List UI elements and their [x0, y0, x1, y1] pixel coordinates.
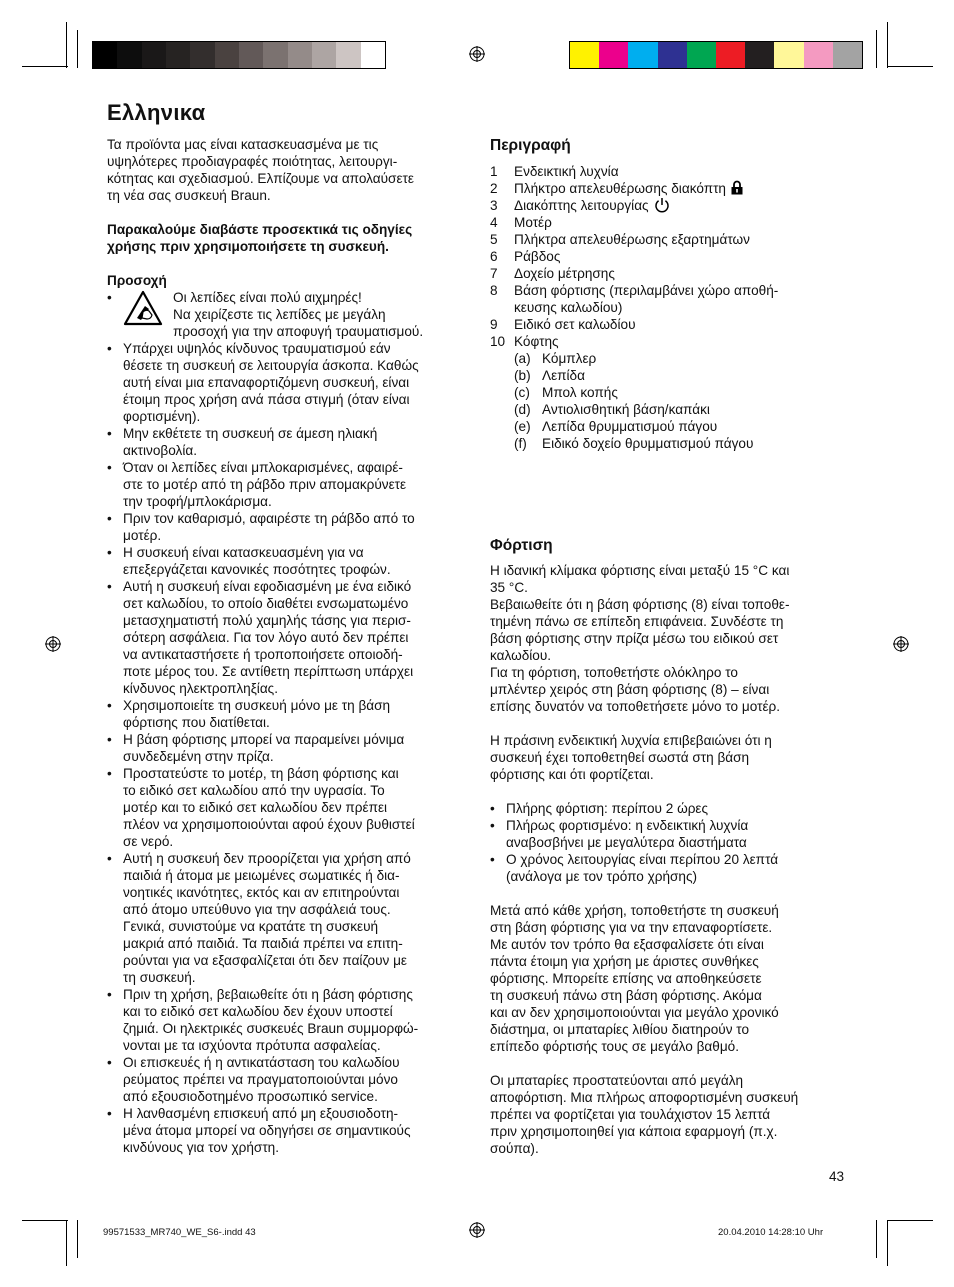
list-item	[490, 435, 850, 452]
text-line: • Οι λεπίδες είναι πολύ αιχμηρές!	[173, 290, 362, 305]
item-number: 1	[490, 164, 498, 179]
color-swatch	[215, 42, 239, 68]
item-text	[514, 231, 750, 248]
list-item	[107, 850, 469, 986]
item-text: Λεπίδα	[542, 368, 585, 383]
color-swatch	[117, 42, 141, 68]
text-line: νοητικές ικανότητες, εκτός και αν επιτηρούνται	[123, 885, 400, 900]
color-swatch	[263, 42, 287, 68]
text-line: αποφόρτιση. Μια πλήρως αποφορτισμένη συσκευή	[490, 1090, 799, 1105]
item-text	[514, 180, 743, 197]
text-line: ρούνται για να εξασφαλίζεται ότι δεν παίζουν με	[123, 953, 407, 968]
list-item	[490, 316, 850, 333]
item-text: Μπολ κοπής	[542, 385, 618, 400]
color-swatch	[142, 42, 166, 68]
text-line: στε το μοτέρ από τη ράβδο πριν απομακρύνετε	[123, 477, 407, 492]
text-line: φορτισμένη).	[123, 409, 201, 424]
item-number: 7	[490, 266, 498, 281]
color-swatch	[745, 42, 774, 68]
text-line: τη νέα σας συσκευή Braun.	[107, 188, 271, 203]
page-title: Ελληνικα	[107, 100, 206, 125]
list-item	[490, 197, 850, 214]
list-item	[490, 418, 850, 435]
list-item	[490, 384, 850, 401]
color-swatch	[93, 42, 117, 68]
text-line: σε νερό.	[123, 834, 174, 849]
list-item	[490, 350, 850, 367]
list-item	[107, 510, 469, 544]
color-swatch	[570, 42, 599, 68]
text-line: • Πριν τη χρήση, βεβαιωθείτε ότι η βάση φόρτισης	[123, 987, 413, 1002]
item-number: 6	[490, 249, 498, 264]
text-line: Η ιδανική κλίμακα φόρτισης είναι μεταξύ 15 °C και	[490, 563, 790, 578]
item-text	[514, 197, 670, 214]
gray-calibration-bar	[92, 41, 386, 69]
text-line: φόρτισης που διατίθεται.	[123, 715, 270, 730]
text-line: • Οι επισκευές ή η αντικατάσταση του καλωδίου	[123, 1055, 400, 1070]
text-line: υψηλότερες προδιαγραφές ποιότητας, λειτουργι-	[107, 154, 398, 169]
list-item	[490, 282, 850, 316]
blade-warning-text	[173, 289, 469, 340]
text-line: Να χειρίζεστε τις λεπίδες με μεγάλη	[173, 307, 386, 322]
text-line: Δοχείο μέτρησης	[514, 266, 615, 281]
color-swatch	[833, 42, 862, 68]
list-item	[490, 180, 850, 197]
text-line: από εξουσιοδοτημένο προσωπικό service.	[123, 1089, 378, 1104]
list-item	[107, 425, 469, 459]
text-line: προσοχή για την αποφυγή τραυματισμού.	[173, 324, 424, 339]
text-line: πρέπει να φορτίζεται για τουλάχιστον 15 λεπτά	[490, 1107, 771, 1122]
text-line: διάστημα, οι μπαταρίες λιθίου διατηρούν το	[490, 1022, 750, 1037]
item-number: 5	[490, 232, 498, 247]
list-item	[490, 163, 850, 180]
item-text	[514, 265, 615, 282]
page-number: 43	[829, 1169, 845, 1184]
list-item	[490, 214, 850, 231]
print-timestamp: 20.04.2010 14:28:10 Uhr	[718, 1227, 824, 1238]
item-text	[514, 282, 778, 316]
text-line: μένα άτομα μπορεί να οδηγήσει σε σημαντικούς	[123, 1123, 411, 1138]
text-line: αναβοσβήνει με μεγαλύτερα διαστήματα	[506, 835, 747, 850]
text-line: χρήσης πριν χρησιμοποιήσετε τη συσκευή.	[107, 239, 389, 254]
charging-list	[490, 800, 850, 885]
text-line: • Η λανθασμένη επισκευή από μη εξουσιοδοτη-	[123, 1106, 399, 1121]
text-line: πλέον να χρησιμοποιούνται αφού έχουν βυθιστεί	[123, 817, 415, 832]
text-line: να αντικαταστήσετε ή τροποποιήσετε οποιοδή-	[123, 647, 403, 662]
item-text: Ειδικό δοχείο θρυμματισμού πάγου	[542, 436, 754, 451]
charging-paragraph	[490, 902, 850, 1055]
list-item	[107, 1105, 469, 1156]
list-item	[490, 851, 850, 885]
text-line: θέσετε τη συσκευή σε λειτουργία άσκοπα. Καθώς	[123, 358, 419, 373]
charging-paragraph	[490, 562, 850, 715]
registration-mark-icon	[469, 1222, 485, 1238]
text-line: τη συσκευή.	[123, 970, 196, 985]
list-item	[490, 800, 850, 817]
text-line: συνδεδεμένη στην πρίζα.	[123, 749, 274, 764]
text-line: Γενικά, συνιστούμε να κρατάτε τη συσκευή	[123, 919, 379, 934]
power-icon	[649, 198, 670, 213]
item-number: 3	[490, 198, 498, 213]
text-line: πριν χρησιμοποιηθεί για κάποια εφαρμογή (π.χ.	[490, 1124, 778, 1139]
item-text: Λεπίδα θρυμματισμού πάγου	[542, 419, 718, 434]
text-line: Οι μπαταρίες προστατεύονται από μεγάλη	[490, 1073, 744, 1088]
text-line: επίσης δυνατόν να τοποθετήσετε μόνο το μοτέρ.	[490, 699, 781, 714]
text-line: • Υπάρχει υψηλός κίνδυνος τραυματισμού εάν	[123, 341, 391, 356]
list-item	[107, 578, 469, 697]
list-item	[490, 333, 850, 350]
text-line: έτοιμη προς χρήση ανά πάσα στιγμή (όταν είναι	[123, 392, 410, 407]
text-line: Με αυτόν τον τρόπο θα εξασφαλίσετε ότι είναι	[490, 937, 764, 952]
right-column	[490, 137, 850, 452]
item-letter: (d)	[514, 402, 531, 417]
text-line: Κόφτης	[514, 334, 559, 349]
list-item	[107, 544, 469, 578]
caution-heading: Προσοχή	[107, 273, 167, 288]
text-line: • Η βάση φόρτισης μπορεί να παραμείνει μόνιμα	[123, 732, 405, 747]
text-line: κότητας και σχεδιασμού. Ελπίζουμε να απολαύσετε	[107, 171, 414, 186]
file-slug: 99571533_MR740_WE_S6-.indd 43	[103, 1227, 256, 1238]
list-item	[107, 765, 469, 850]
text-line: επίπεδο φόρτισής τους σε μεγάλο βαθμό.	[490, 1039, 739, 1054]
color-swatch	[804, 42, 833, 68]
color-swatch	[312, 42, 336, 68]
color-swatch	[288, 42, 312, 68]
text-line: από άτομο υπεύθυνο για την ασφάλειά τους.	[123, 902, 391, 917]
list-item	[490, 817, 850, 851]
text-line: Ράβδος	[514, 249, 561, 264]
text-line: Διακόπτης λειτουργίας	[514, 197, 670, 214]
lock-icon	[726, 181, 743, 196]
list-item	[107, 340, 469, 425]
text-line: φόρτισης. Μπορείτε επίσης να αποθηκεύσετε	[490, 971, 762, 986]
text-line: • Όταν οι λεπίδες είναι μπλοκαρισμένες, αφαιρέ-	[123, 460, 403, 475]
list-item	[490, 231, 850, 248]
left-column	[107, 136, 469, 1156]
text-line: πάντα έτοιμη για χρήση με άριστες συνθήκες	[490, 954, 759, 969]
text-line: ζημιά. Οι ηλεκτρικές συσκευές Braun συμμορφώ-	[123, 1021, 419, 1036]
item-number: 8	[490, 283, 498, 298]
description-list	[490, 163, 850, 350]
registration-mark-icon	[45, 636, 61, 652]
color-swatch	[658, 42, 687, 68]
text-line: • Πλήρης φόρτιση: περίπου 2 ώρες	[506, 801, 709, 816]
text-line: κίνδυνος ηλεκτροπληξίας.	[123, 681, 279, 696]
list-item	[490, 248, 850, 265]
text-line: νονται με τα ισχύοντα πρότυπα ασφαλείας.	[123, 1038, 381, 1053]
text-line: σότερη ασφάλεια. Για τον λόγο αυτό δεν πρέπει	[123, 630, 409, 645]
item-number: 9	[490, 317, 498, 332]
text-line: ρεύματος πρέπει να πραγματοποιούνται μόνο	[123, 1072, 398, 1087]
text-line: φόρτισης και ότι φορτίζεται.	[490, 767, 654, 782]
text-line: μακριά από παιδιά. Τα παιδιά πρέπει να επιτη-	[123, 936, 403, 951]
item-text	[514, 248, 560, 265]
notice-paragraph	[107, 221, 469, 255]
text-line: επεξεργάζεται κανονικές ποσότητες τροφών.	[123, 562, 391, 577]
text-line: • Προστατεύστε το μοτέρ, τη βάση φόρτισης και	[123, 766, 399, 781]
text-line: μπλέντερ χειρός στη βάση φόρτισης (8) – είναι	[490, 682, 770, 697]
text-line: • Ο χρόνος λειτουργίας είναι περίπου 20 λεπτά	[506, 852, 779, 867]
text-line: Για τη φόρτιση, τοποθετήστε ολόκληρο το	[490, 665, 738, 680]
text-line: Μοτέρ	[514, 215, 552, 230]
item-letter: (f)	[514, 436, 527, 451]
intro-paragraph	[107, 136, 469, 204]
text-line: μοτέρ και το ειδικό σετ καλωδίου δεν πρέπει	[123, 800, 388, 815]
list-item	[107, 697, 469, 731]
list-item	[107, 289, 469, 340]
color-swatch	[628, 42, 657, 68]
item-text: Αντιολισθητική βάση/καπάκι	[542, 402, 710, 417]
charging-paragraph	[490, 1072, 850, 1157]
text-line: Παρακαλούμε διαβάστε προσεκτικά τις οδηγίες	[107, 222, 413, 237]
text-line: Πλήκτρο απελευθέρωσης διακόπτη	[514, 180, 743, 197]
item-text	[514, 163, 619, 180]
text-line: • Πλήρως φορτισμένο: η ενδεικτική λυχνία	[506, 818, 749, 833]
item-number: 4	[490, 215, 498, 230]
text-line: αυτή είναι μια επαναφορτιζόμενη συσκευή, είναι	[123, 375, 410, 390]
item-number: 2	[490, 181, 498, 196]
item-letter: (c)	[514, 385, 530, 400]
text-line: 35 °C.	[490, 580, 528, 595]
text-line: συσκευή έχει τοποθετηθεί σωστά στη βάση	[490, 750, 750, 765]
caution-list	[107, 289, 469, 1156]
text-line: Η πράσινη ενδεικτική λυχνία επιβεβαιώνει ότι η	[490, 733, 772, 748]
text-line: Ενδεικτική λυχνία	[514, 164, 619, 179]
text-line: • Μην εκθέτετε τη συσκευή σε άμεση ηλιακή	[123, 426, 378, 441]
text-line: κευσης καλωδίου)	[514, 300, 623, 315]
text-line: τημένη πάνω σε επίπεδη επιφάνεια. Συνδέστε τη	[490, 614, 784, 629]
color-swatch	[361, 42, 385, 68]
text-line: μετασχηματιστή πολύ χαμηλής τάσης για περισ-	[123, 613, 411, 628]
cutter-parts-list	[490, 350, 850, 452]
charging-heading: Φόρτιση	[490, 537, 553, 554]
list-item	[490, 265, 850, 282]
text-line: Τα προϊόντα μας είναι κατασκευασμένα με τις	[107, 137, 379, 152]
text-line: • Η συσκευή είναι κατασκευασμένη για να	[123, 545, 364, 560]
text-line: Μετά από κάθε χρήση, τοποθετήστε τη συσκευή	[490, 903, 779, 918]
text-line: βάση φόρτισης στην πρίζα μέσω του ειδικού σετ	[490, 631, 779, 646]
color-swatch	[687, 42, 716, 68]
text-line: το ειδικό σετ καλωδίου από την υγρασία. Το	[123, 783, 385, 798]
text-line: κινδύνους για τον χρήστη.	[123, 1140, 280, 1155]
text-line: και αν δεν χρησιμοποιούνται για μεγάλο χρονικό	[490, 1005, 779, 1020]
color-swatch	[239, 42, 263, 68]
item-letter: (e)	[514, 419, 531, 434]
charging-paragraph	[490, 732, 850, 783]
item-text	[514, 333, 559, 350]
list-item	[107, 459, 469, 510]
text-line: την τροφή/μπλοκάρισμα.	[123, 494, 272, 509]
description-heading: Περιγραφή	[490, 137, 571, 154]
text-line: (ανάλογα με τον τρόπο χρήσης)	[506, 869, 698, 884]
item-text	[514, 214, 552, 231]
item-text: Κόμπλερ	[542, 351, 597, 366]
blade-warning-icon	[123, 290, 173, 340]
text-line: Πλήκτρα απελευθέρωσης εξαρτημάτων	[514, 232, 750, 247]
text-line: παιδιά ή άτομα με μειωμένες σωματικές ή δια-	[123, 868, 400, 883]
list-item	[490, 367, 850, 384]
text-line: • Χρησιμοποιείτε τη συσκευή μόνο με τη βάση	[123, 698, 391, 713]
text-line: ποτε μέρος του. Σε αντίθετη περίπτωση υπάρχει	[123, 664, 414, 679]
text-line: τη συσκευή πάνω στη βάση φόρτισης. Ακόμα	[490, 988, 762, 1003]
item-letter: (a)	[514, 351, 531, 366]
color-calibration-bar	[569, 41, 863, 69]
registration-mark-icon	[893, 636, 909, 652]
text-line: Βεβαιωθείτε ότι η βάση φόρτισης (8) είναι τοποθε-	[490, 597, 790, 612]
color-swatch	[599, 42, 628, 68]
color-swatch	[716, 42, 745, 68]
item-text	[514, 316, 636, 333]
color-swatch	[190, 42, 214, 68]
text-line: ακτινοβολία.	[123, 443, 197, 458]
text-line: σετ καλωδίου, το οποίο διαθέτει ενσωματωμένο	[123, 596, 409, 611]
item-letter: (b)	[514, 368, 531, 383]
text-line: καλωδίου.	[490, 648, 552, 663]
text-line: μοτέρ.	[123, 528, 162, 543]
text-line: Ειδικό σετ καλωδίου	[514, 317, 636, 332]
list-item	[107, 1054, 469, 1105]
list-item	[107, 731, 469, 765]
text-line: και το ειδικό σετ καλωδίου δεν έχουν υποστεί	[123, 1004, 393, 1019]
charging-section	[490, 537, 850, 1157]
text-line: σούπα).	[490, 1141, 539, 1156]
text-line: Βάση φόρτισης (περιλαμβάνει χώρο αποθή-	[514, 283, 779, 298]
text-line: στη βάση φόρτισης για να την επαναφορτίσετε.	[490, 920, 773, 935]
text-line: • Αυτή η συσκευή είναι εφοδιασμένη με ένα ειδικό	[123, 579, 412, 594]
color-swatch	[166, 42, 190, 68]
item-number: 10	[490, 334, 506, 349]
list-item	[107, 986, 469, 1054]
text-line: • Πριν τον καθαρισμό, αφαιρέστε τη ράβδο από το	[123, 511, 415, 526]
color-swatch	[336, 42, 360, 68]
list-item	[490, 401, 850, 418]
color-swatch	[774, 42, 803, 68]
text-line: • Αυτή η συσκευή δεν προορίζεται για χρήση από	[123, 851, 411, 866]
registration-mark-icon	[469, 46, 485, 62]
